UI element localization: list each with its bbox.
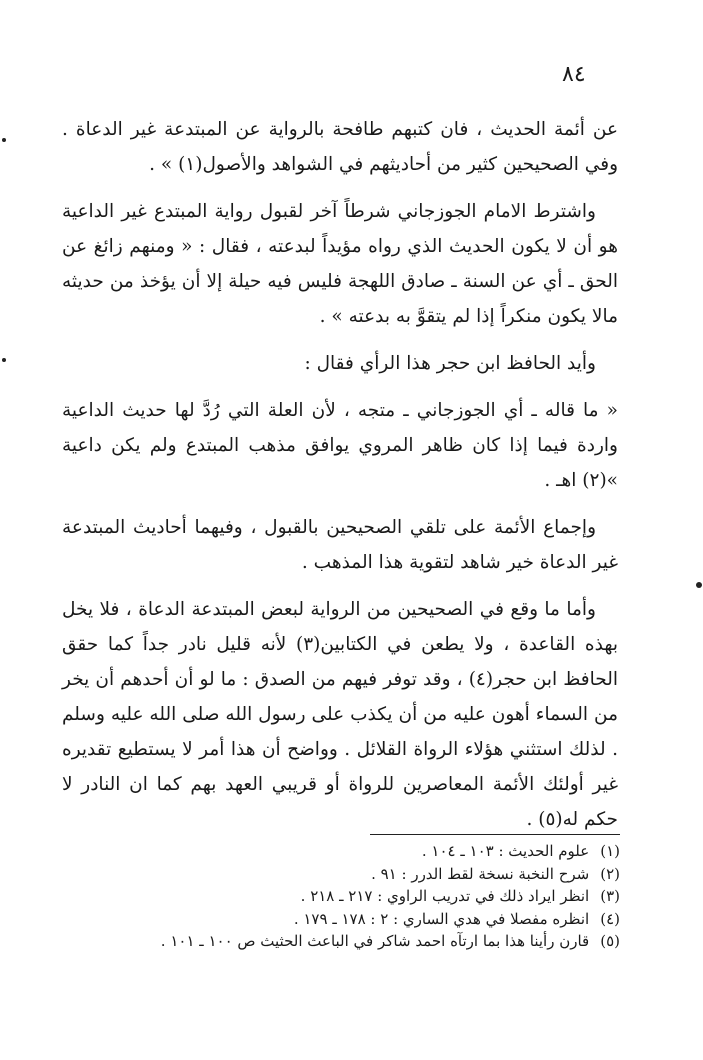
scan-mark — [2, 138, 6, 142]
main-text — [62, 112, 618, 849]
footnote-number: (٤) — [600, 909, 620, 928]
footnote-4 — [100, 908, 620, 931]
footnote-text: علوم الحديث : ١٠٣ ـ ١٠٤ . — [421, 842, 590, 860]
scan-mark — [2, 358, 6, 362]
paragraph-5: وإجماع الأئمة على تلقي الصحيحين بالقبول ، وفيهما أحاديث المبتدعة غير الدعاة خير شاهد لتقوية هذا المذهب . — [62, 517, 618, 573]
page-number: ٨٤ — [562, 62, 586, 87]
quote-paragraph: « ما قاله ـ أي الجوزجاني ـ متجه ، لأن العلة التي رُدَّ لها حديث الداعية واردة فيما إذا كان ظاهر المروي يوافق مذهب المبتدع ولم يكن داعية »(٢) اهـ . — [62, 400, 618, 491]
scan-mark — [696, 582, 702, 588]
paragraph-3: وأيد الحافظ ابن حجر هذا الرأي فقال : — [304, 353, 596, 374]
footnote-number: (٥) — [600, 932, 620, 950]
footnote-number: (٢) — [600, 864, 620, 883]
footnote-divider — [370, 834, 620, 835]
paragraph-1: عن أئمة الحديث ، فان كتبهم طافحة بالرواية عن المبتدعة غير الدعاة . وفي الصحيحين كثير من أحاديثهم في الشواهد والأصول(١) » . — [62, 119, 618, 175]
footnote-1 — [100, 840, 620, 863]
footnote-text: انظره مفصلا في هدي الساري : ٢ : ١٧٨ ـ ١٧٩ . — [293, 909, 590, 928]
paragraph-2: واشترط الامام الجوزجاني شرطاً آخر لقبول رواية المبتدع غير الداعية هو أن لا يكون الحديث الذي رواه مؤيداً لبدعته ، فقال : « ومنهم زائغ عن الحق ـ أي عن السنة ـ صادق اللهجة فليس فيه حيلة إلا أن يؤخذ من حديثه مالا يكون منكراً إذا لم يتقوَّ به بدعته » . — [62, 201, 618, 327]
footnote-text: شرح النخبة نسخة لقط الدرر : ٩١ . — [371, 864, 590, 883]
paragraph-6: وأما ما وقع في الصحيحين من الرواية لبعض المبتدعة الدعاة ، فلا يخل بهذه القاعدة ، ولا يطعن في الكتابين(٣) لأنه قليل نادر جداً كما حقق الحافظ ابن حجر(٤) ، وقد توفر فيهم من الصدق : ما لو أن أحدهم أن يخر من السماء أهون عليه من أن يكذب على رسول الله صلى الله عليه وسلم . لذلك استثني هؤلاء الرواة القلائل . وواضح أن هذا أمر لا يستطيع تقديره غير أولئك الأئمة المعاصرين للرواة أو قريبي العهد بهم كما ان النادر لا حكم له(٥) . — [62, 599, 618, 830]
footnote-text: قارن رأينا هذا بما ارتآه احمد شاكر في الباعث الحثيث ص ١٠٠ ـ ١٠١ . — [160, 932, 590, 950]
footnote-number: (٣) — [600, 887, 620, 905]
footnote-3 — [100, 885, 620, 908]
footnote-text: انظر ايراد ذلك في تدريب الراوي : ٢١٧ ـ ٢١٨ . — [300, 887, 590, 905]
footnote-5 — [100, 930, 620, 953]
footnote-2 — [100, 863, 620, 886]
footnotes — [100, 840, 620, 953]
footnote-number: (١) — [600, 842, 620, 860]
